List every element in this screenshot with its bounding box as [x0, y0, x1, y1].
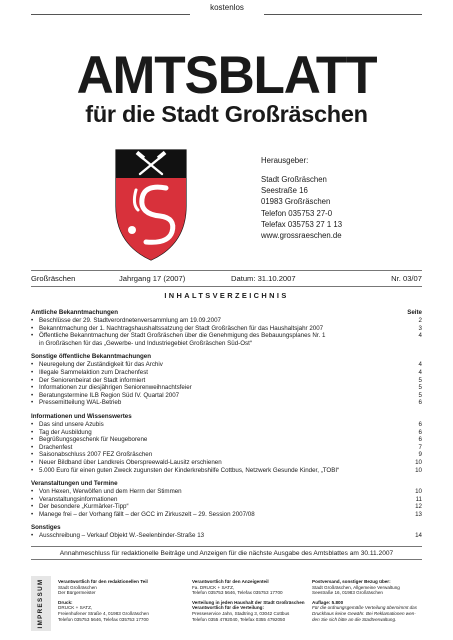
toc-entry[interactable] — [31, 444, 422, 452]
impressum-line: Der Bürgermeister — [58, 590, 96, 596]
toc-entry-text: Informationen zur diesjährigen Seniorenweihnachtsfeier — [39, 384, 192, 392]
impressum-line: Presseservice Jahn, Stadtring 3, 03042 Cottbus — [192, 610, 290, 616]
bullet-icon: • — [31, 420, 34, 428]
impressum-heading: Verantwortlich für die Verteilung: — [192, 605, 264, 611]
toc-entry-text: Beschlüsse der 29. Stadtverordnetenversammlung am 19.09.2007 — [39, 317, 221, 324]
herausgeber-line: Telefax 035753 27 1 13 — [261, 219, 343, 229]
impressum-line: Stadt Großräschen, Allgemeine Verwaltung — [312, 584, 400, 590]
header-rule-right — [264, 14, 422, 15]
toc-entry[interactable] — [31, 467, 422, 475]
toc-entry[interactable] — [31, 532, 422, 540]
meta-rule-bottom — [31, 286, 422, 287]
impressum-heading: Postversand, sonstiger Bezug über: — [312, 579, 391, 584]
toc-section-heading — [31, 524, 422, 532]
annahme-rule-bottom — [31, 559, 422, 560]
toc-entry[interactable] — [31, 459, 422, 467]
bullet-icon: • — [31, 428, 34, 436]
toc-entry[interactable] — [31, 317, 422, 325]
toc-entry-text: Öffentliche Bekanntmachung der Stadt Großräschen über die Genehmigung des Bebauungsplanes Nr. 1 — [39, 332, 326, 340]
impressum-heading: Verantwortlich für den Anzeigenteil — [192, 579, 269, 584]
toc-entry-page: 13 — [415, 510, 422, 518]
impressum-heading: Verteilung in jeden Haushalt der Stadt Großräschen — [192, 599, 305, 605]
impressum-line: Druckhaus keine Gewähr. Bei Reklamationen wen- — [312, 610, 416, 616]
toc-entry-text: Tag der Ausbildung — [39, 428, 92, 436]
toc-entry[interactable] — [31, 392, 422, 400]
bullet-icon: • — [31, 510, 34, 518]
annahme-rule-top — [31, 546, 422, 547]
toc-entry-text: 5.000 Euro für einen guten Zweck zugunsten der Kinderkrebshilfe Cottbus, Netzwerk Gesunde Kinder, „TOBI“ — [39, 466, 340, 474]
toc-entry-page: 7 — [418, 443, 422, 451]
toc-entry-text: Saisonabschluss 2007 FEZ Großräschen — [39, 451, 153, 459]
herausgeber-line: Seestraße 16 — [261, 186, 308, 196]
impressum-line: den Sie sich bitte an die Stadtverwaltung. — [312, 616, 397, 622]
masthead-title: AMTSBLATT — [76, 46, 377, 105]
toc-entry[interactable] — [31, 503, 422, 511]
bullet-icon: • — [31, 399, 34, 407]
toc-entry[interactable] — [31, 361, 422, 369]
impressum-line: Telefon 035753 5646, Telefax 035753 17700 — [58, 616, 149, 622]
toc-entry-page: 5 — [418, 391, 422, 399]
toc-entry[interactable] — [31, 488, 422, 496]
toc-entry-text: Begrüßungsgeschenk für Neugeborene — [39, 436, 148, 444]
toc-entry-text: Der Seniorenbeirat der Stadt informiert — [39, 376, 146, 384]
toc-entry-page: 2 — [418, 317, 422, 324]
toc-section-heading — [31, 413, 422, 421]
header-rule-left — [31, 14, 190, 15]
impressum-heading: Verantwortlich für den redaktionellen Teil — [58, 579, 148, 584]
impressum-column-ads — [192, 579, 310, 622]
bullet-icon: • — [31, 532, 34, 540]
toc-section-title: Informationen und Wissenswertes — [31, 412, 132, 420]
issue-number: Nr. 03/07 — [391, 274, 422, 283]
impressum-heading: Druck: — [58, 599, 73, 605]
issue-volume: Jahrgang 17 (2007) — [119, 274, 186, 283]
issue-place: Großräschen — [31, 274, 76, 283]
toc-entry-page: 4 — [418, 332, 422, 340]
submission-deadline-note: Annahmeschluss für redaktionelle Beiträge und Anzeigen für die nächste Ausgabe des Amtsblattes am 30.11.2007 — [59, 550, 394, 557]
toc-entry[interactable] — [31, 436, 422, 444]
impressum-column-editorial — [58, 579, 176, 622]
toc-entry-text: Von Hexen, Werwölfen und dem Herrn der Stimmen — [39, 488, 182, 496]
toc-entry-text: Ausschreibung – Verkauf Objekt W.-Seelenbinder-Straße 13 — [39, 532, 205, 540]
bullet-icon: • — [31, 443, 34, 451]
impressum-line: DRUCK + SATZ, — [58, 605, 93, 611]
toc-entry[interactable] — [31, 399, 422, 407]
toc-entry-text: Das sind unsere Azubis — [39, 420, 104, 428]
herausgeber-line: Stadt Großräschen — [261, 175, 327, 184]
toc-entry-page: 6 — [418, 399, 422, 407]
bullet-icon: • — [31, 376, 34, 384]
toc-entry[interactable] — [31, 496, 422, 504]
herausgeber-line: Telefon 035753 27-0 — [261, 208, 333, 218]
bullet-icon: • — [31, 324, 34, 332]
toc-entry-page: 6 — [418, 436, 422, 444]
toc-section-heading — [31, 480, 422, 488]
toc-entry-text: Beratungstermine ILB Region Süd IV. Quartal 2007 — [39, 391, 180, 399]
impressum-heading: Auflage: 5.800 — [312, 599, 344, 605]
toc-section-heading — [31, 309, 422, 317]
herausgeber-address — [261, 174, 342, 241]
bullet-icon: • — [31, 391, 34, 399]
bullet-icon: • — [31, 384, 34, 392]
masthead-subtitle: für die Stadt Großräschen — [85, 101, 368, 127]
toc-section-title: Amtliche Bekanntmachungen — [31, 309, 118, 316]
toc-entry[interactable] — [31, 325, 422, 333]
toc-entry-page: 6 — [418, 420, 422, 428]
toc-entry-page: 10 — [415, 458, 422, 466]
bullet-icon: • — [31, 451, 34, 459]
impressum-line: Stadt Großräschen — [58, 584, 97, 590]
toc-section-heading — [31, 353, 422, 361]
toc-entry-text: Neuer Bildband über Landkreis Oberspreewald-Lausitz erschienen — [39, 458, 222, 466]
bullet-icon: • — [31, 458, 34, 466]
toc-entry-text: Der besondere „Kurmärker-Tipp“ — [39, 503, 129, 511]
bullet-icon: • — [31, 466, 34, 474]
toc-entry-text: in Großräschen für das „Gewerbe- und Industriegebiet Großräschen Süd-Ost“ — [39, 339, 252, 347]
issue-meta-bar — [31, 274, 422, 284]
bullet-icon: • — [31, 368, 34, 376]
toc-entry-text: Neuregelung der Zuständigkeit für das Archiv — [39, 361, 163, 369]
impressum-line: Für die ordnungsgemäße Verteilung übernimmt das — [312, 605, 418, 611]
toc-entry-page: 9 — [418, 451, 422, 459]
issue-date: Datum: 31.10.2007 — [231, 274, 296, 283]
toc-entry-text: Bekanntmachung der 1. Nachtragshaushaltssatzung der Stadt Großräschen für das Haushaltsjahr 2007 — [39, 324, 324, 332]
bullet-icon: • — [31, 436, 34, 444]
impressum-line: Freienhufener Straße 4, 01983 Großräschen — [58, 610, 149, 616]
toc-entry-page: 10 — [415, 488, 422, 496]
toc-page-column-label: Seite — [407, 309, 422, 316]
toc-entry-page: 5 — [418, 384, 422, 392]
bullet-icon: • — [31, 332, 34, 340]
bullet-icon: • — [31, 488, 34, 496]
impressum-line: Telefon 0355 4792040, Telefax 0355 4792050 — [192, 616, 286, 622]
herausgeber-website-link[interactable]: www.grossraeschen.de — [261, 231, 342, 241]
toc-entry-page: 10 — [415, 466, 422, 474]
bullet-icon: • — [31, 503, 34, 511]
toc-entry-page: 11 — [415, 495, 422, 503]
toc-entry[interactable] — [31, 377, 422, 385]
impressum-line: Fa. DRUCK + SATZ, — [192, 584, 235, 590]
herausgeber-line: 01983 Großräschen — [261, 197, 331, 207]
toc-entry-text: Pressemitteilung WAL-Betrieb — [39, 399, 122, 407]
toc-entry[interactable] — [31, 511, 422, 519]
toc-entry[interactable] — [31, 384, 422, 392]
toc-entry-page: 4 — [418, 368, 422, 376]
toc-entry[interactable] — [31, 429, 422, 437]
impressum-column-distribution — [312, 579, 424, 622]
toc-entry-text: Veranstaltungsinformationen — [39, 495, 118, 503]
herausgeber-label: Herausgeber: — [261, 156, 309, 165]
toc-section-title: Sonstiges — [31, 524, 61, 532]
toc-section-title: Veranstaltungen und Termine — [31, 480, 118, 488]
toc-entry-page: 4 — [418, 361, 422, 369]
toc-entry-page: 12 — [415, 503, 422, 511]
table-of-contents — [31, 309, 422, 540]
toc-entry[interactable] — [31, 451, 422, 459]
toc-entry[interactable] — [31, 332, 422, 347]
toc-entry-text: Illegale Sammelaktion zum Drachenfest — [39, 368, 149, 376]
impressum-line: Seestraße 16, 01983 Großräschen — [312, 590, 383, 596]
meta-rule-top — [31, 270, 422, 271]
toc-heading: INHALTSVERZEICHNIS — [164, 291, 289, 300]
toc-entry[interactable] — [31, 369, 422, 377]
impressum-label: IMPRESSUM — [37, 578, 44, 629]
toc-entry-page: 5 — [418, 376, 422, 384]
bullet-icon: • — [31, 317, 34, 324]
toc-entry-page: 14 — [415, 532, 422, 540]
impressum-line: Telefon 035753 5646, Telefax 035753 17700 — [192, 590, 283, 596]
toc-entry-text: Manege frei – der Vorhang fällt – der GCC im Zirkuszelt – 29. Session 2007/08 — [39, 510, 255, 518]
toc-entry-text: Drachenfest — [39, 443, 73, 451]
city-coat-of-arms — [96, 144, 206, 266]
toc-section-title: Sonstige öffentliche Bekanntmachungen — [31, 353, 151, 361]
toc-entry-page: 3 — [418, 324, 422, 332]
kostenlos-label: kostenlos — [210, 3, 244, 12]
bullet-icon: • — [31, 361, 34, 369]
bullet-icon: • — [31, 495, 34, 503]
toc-entry-page: 6 — [418, 428, 422, 436]
toc-entry[interactable] — [31, 421, 422, 429]
